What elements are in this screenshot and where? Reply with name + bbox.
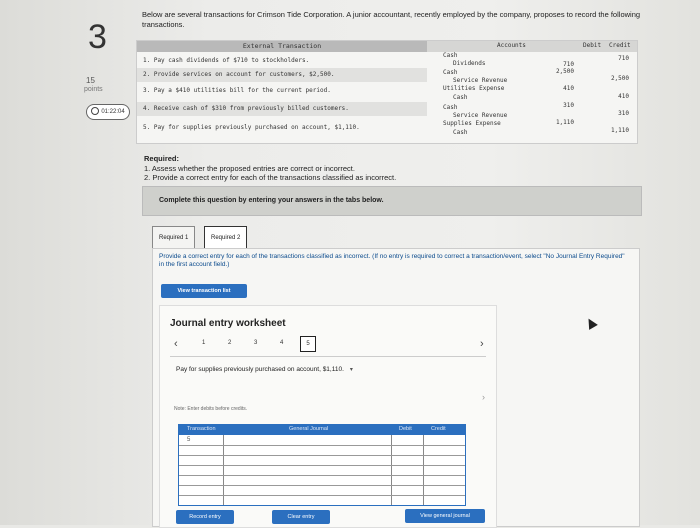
required-item-2: 2. Provide a correct entry for each of the transactions classified as incorrect. (144, 173, 397, 182)
correction-instruction: Provide a correct entry for each of the transactions classified as incorrect. (If no entry is required to correct a transaction/event, select "No Journal Entry Required" in the first account field.) (159, 253, 625, 268)
journal-col-credit: Credit (431, 426, 446, 432)
journal-col-general-journal: General Journal (289, 426, 329, 432)
general-journal-table (178, 424, 466, 506)
account-line-8: Service Revenue (453, 112, 508, 119)
transaction-row-4: 4. Receive cash of $310 from previously billed customers. (137, 102, 427, 116)
worksheet-title: Journal entry worksheet (170, 318, 286, 329)
required-title: Required: (144, 154, 180, 163)
transaction-description-text: Pay for supplies previously purchased on account, $1,110. (176, 366, 344, 373)
journal-col-debit: Debit (399, 426, 412, 432)
tab-required-2[interactable]: Required 2 (204, 226, 247, 250)
chevron-right-faint-icon: › (482, 392, 485, 402)
page-5-selected[interactable]: 5 (300, 336, 316, 352)
tab-required-1[interactable]: Required 1 (152, 226, 195, 250)
transaction-row-3: 3. Pay a $410 utilities bill for the current period. (143, 87, 331, 94)
table-header-accounts: Accounts (497, 42, 526, 49)
view-general-journal-button[interactable]: View general journal (405, 509, 485, 523)
credit-amount-1: 710 (618, 55, 629, 62)
journal-row-line[interactable] (179, 495, 465, 496)
account-line-10: Cash (453, 129, 468, 136)
table-header-accounts-row (427, 41, 637, 52)
debit-amount-4: 310 (563, 102, 574, 109)
chevron-right-icon[interactable]: › (480, 338, 484, 350)
question-number: 3 (88, 18, 107, 56)
transaction-row-1: 1. Pay cash dividends of $710 to stockholders. (143, 57, 310, 64)
account-line-3: Cash (443, 69, 458, 76)
worksheet-note: Note: Enter debits before credits. (174, 406, 248, 412)
credit-amount-4: 310 (618, 110, 629, 117)
timer-badge[interactable] (86, 104, 130, 120)
required-item-1: 1. Assess whether the proposed entries are correct or incorrect. (144, 163, 355, 173)
view-transaction-list-button[interactable]: View transaction list (161, 284, 247, 298)
journal-row-line[interactable] (179, 465, 465, 466)
clock-icon (91, 107, 99, 115)
transactions-table (136, 40, 638, 144)
credit-amount-5: 1,110 (610, 127, 629, 134)
page-3[interactable]: 3 (254, 340, 258, 346)
debit-amount-1: 710 (563, 61, 574, 68)
record-entry-button[interactable]: Record entry (176, 510, 234, 524)
journal-entry-worksheet (159, 305, 497, 528)
credit-amount-2: 2,500 (610, 75, 629, 82)
journal-row-line[interactable] (179, 485, 465, 486)
instructions-banner (142, 186, 642, 216)
transaction-description (176, 366, 353, 373)
account-line-5: Utilities Expense (443, 85, 505, 92)
required-2-panel (152, 248, 640, 527)
journal-transaction-number: 5 (187, 437, 191, 443)
points-value: 15 (86, 76, 95, 85)
debit-amount-5: 1,110 (555, 119, 574, 126)
account-line-7: Cash (443, 104, 458, 111)
journal-row-line[interactable] (179, 445, 465, 446)
debit-amount-2: 2,500 (555, 68, 574, 75)
table-header-credit: Credit (609, 42, 631, 49)
page-1[interactable]: 1 (202, 340, 206, 346)
table-header-debit: Debit (583, 42, 602, 49)
credit-amount-3: 410 (618, 93, 629, 100)
journal-col-transaction: Transaction (187, 426, 216, 432)
timer-value: 01:22:04 (101, 109, 125, 115)
chevron-left-icon[interactable]: ‹ (174, 338, 178, 350)
account-line-1: Cash (443, 52, 458, 59)
banner-text: Complete this question by entering your answers in the tabs below. (159, 197, 384, 204)
table-header-transaction: External Transaction (137, 41, 427, 52)
worksheet-divider (170, 356, 486, 357)
account-line-9: Supplies Expense (443, 120, 501, 127)
page-4[interactable]: 4 (280, 340, 284, 346)
worksheet-pager (170, 336, 490, 352)
dropdown-caret-icon[interactable]: ▾ (349, 367, 353, 373)
points-label: points (84, 86, 103, 93)
account-line-2: Dividends (453, 60, 486, 67)
page-2[interactable]: 2 (228, 340, 232, 346)
journal-row-line[interactable] (179, 475, 465, 476)
account-line-6: Cash (453, 94, 468, 101)
journal-row-line[interactable] (179, 455, 465, 456)
transaction-row-2: 2. Provide services on account for customers, $2,500. (137, 68, 427, 82)
debit-amount-3: 410 (563, 85, 574, 92)
required-section (144, 154, 396, 183)
clear-entry-button[interactable]: Clear entry (272, 510, 330, 524)
question-intro: Below are several transactions for Crimson Tide Corporation. A junior accountant, recently employed by the company, proposes to record the following transactions. (142, 10, 641, 29)
transaction-row-5: 5. Pay for supplies previously purchased on account, $1,110. (143, 124, 360, 131)
journal-header (179, 425, 465, 435)
account-line-4: Service Revenue (453, 77, 508, 84)
